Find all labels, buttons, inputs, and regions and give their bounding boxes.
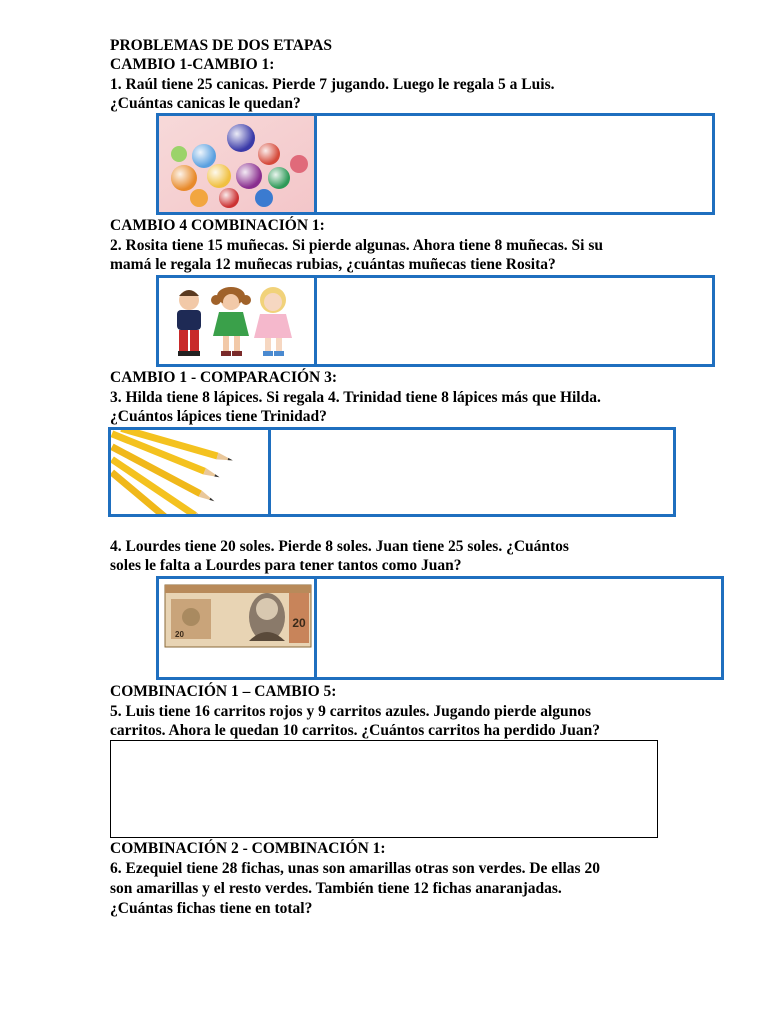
problem-3-line-2: ¿Cuántos lápices tiene Trinidad? bbox=[110, 408, 327, 425]
problem-2-answer-box[interactable] bbox=[156, 275, 715, 367]
problem-2-line-1: 2. Rosita tiene 15 muñecas. Si pierde algunas. Ahora tiene 8 muñecas. Si su bbox=[110, 237, 604, 254]
problem-6-line-3: ¿Cuántas fichas tiene en total? bbox=[110, 900, 313, 917]
problem-4-line-1: 4. Lourdes tiene 20 soles. Pierde 8 soles. Juan tiene 25 soles. ¿Cuántos bbox=[110, 538, 569, 555]
problem-6-line-1: 6. Ezequiel tiene 28 fichas, unas son amarillas otras son verdes. De ellas 20 bbox=[110, 860, 600, 877]
problem-1-heading: CAMBIO 1-CAMBIO 1: bbox=[110, 56, 275, 73]
page-title: PROBLEMAS DE DOS ETAPAS bbox=[110, 37, 333, 54]
banknote-value-small: 20 bbox=[175, 630, 184, 639]
problem-6-line-2: son amarillas y el resto verdes. También tiene 12 fichas anaranjadas. bbox=[110, 880, 562, 897]
dolls-image bbox=[159, 278, 317, 364]
problem-5-line-1: 5. Luis tiene 16 carritos rojos y 9 carritos azules. Jugando pierde algunos bbox=[110, 703, 592, 720]
banknote-value: 20 bbox=[292, 616, 306, 630]
pencils-image bbox=[111, 430, 271, 514]
problem-2-line-2: mamá le regala 12 muñecas rubias, ¿cuántas muñecas tiene Rosita? bbox=[110, 256, 556, 273]
problem-3-line-1: 3. Hilda tiene 8 lápices. Si regala 4. Trinidad tiene 8 lápices más que Hilda. bbox=[110, 389, 601, 406]
problem-3-heading: CAMBIO 1 - COMPARACIÓN 3: bbox=[110, 369, 338, 386]
problem-2-heading: CAMBIO 4 COMBINACIÓN 1: bbox=[110, 217, 325, 234]
problem-6-heading: COMBINACIÓN 2 - COMBINACIÓN 1: bbox=[110, 840, 386, 857]
problem-5-line-2: carritos. Ahora le quedan 10 carritos. ¿Cuántos carritos ha perdido Juan? bbox=[110, 722, 600, 739]
problem-3-answer-box[interactable] bbox=[108, 427, 676, 517]
problem-5-heading: COMBINACIÓN 1 – CAMBIO 5: bbox=[110, 683, 337, 700]
problem-1-line-1: 1. Raúl tiene 25 canicas. Pierde 7 jugando. Luego le regala 5 a Luis. bbox=[110, 76, 555, 93]
problem-1-line-2: ¿Cuántas canicas le quedan? bbox=[110, 95, 301, 112]
problem-5-answer-box[interactable] bbox=[110, 740, 658, 838]
problem-4-line-2: soles le falta a Lourdes para tener tantos como Juan? bbox=[110, 557, 462, 574]
marbles-image bbox=[159, 116, 317, 212]
problem-1-answer-box[interactable] bbox=[156, 113, 715, 215]
banknote-image bbox=[159, 579, 317, 677]
problem-4-answer-box[interactable] bbox=[156, 576, 724, 680]
